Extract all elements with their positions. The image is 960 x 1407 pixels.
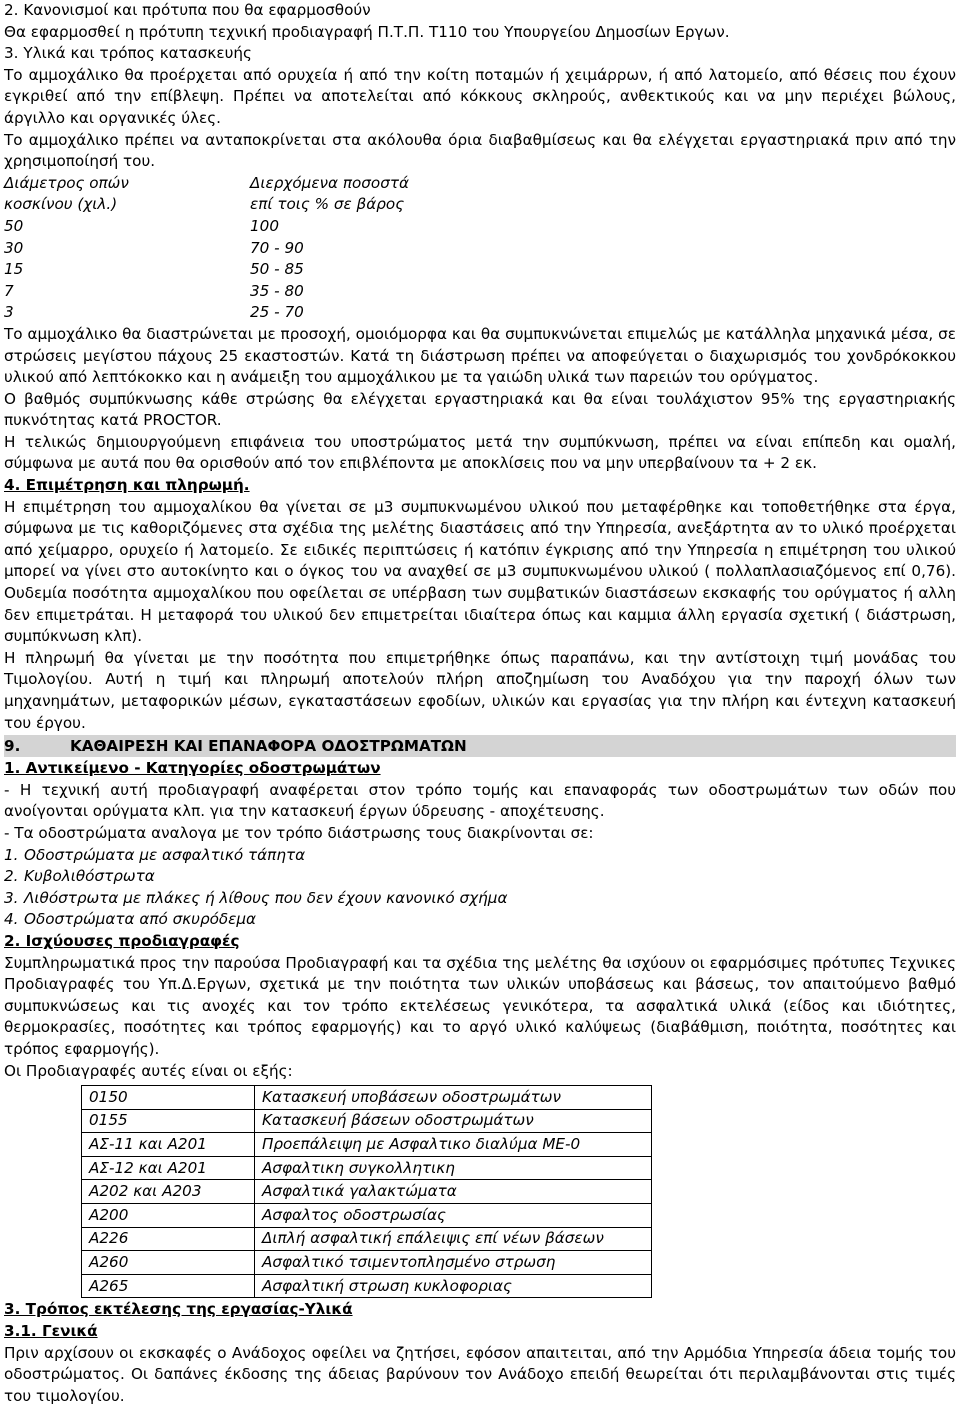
- grading-table: [4, 173, 956, 324]
- list-item-number: 4.: [4, 910, 19, 929]
- heading-subject: 1. Αντικείμενο - Κατηγορίες οδοστρωμάτων: [4, 759, 381, 778]
- grading-row: [4, 238, 956, 260]
- document-page: [4, 0, 956, 1407]
- list-item-text: Λιθόστρωτα με πλάκες ή λίθους που δεν έχουν κανονικό σχήμα: [24, 888, 508, 907]
- grading-diameter: 30: [4, 238, 24, 257]
- grading-percent: 50 - 85: [250, 260, 304, 279]
- grading-diameter: 15: [4, 260, 24, 279]
- grading-header-passing: Διερχόμενα ποσοστά: [250, 173, 409, 192]
- grading-diameter: 50: [4, 216, 24, 235]
- list-item: [4, 909, 956, 931]
- table-row: [82, 1086, 652, 1110]
- grading-header-weight-unit: επί τοις % σε βάρος: [250, 195, 405, 214]
- spec-description: Ασφαλτικά γαλακτώματα: [255, 1180, 652, 1204]
- subject-paragraph-1: - Η τεχνική αυτή προδιαγραφή αναφέρεται στον τρόπο τομής και επαναφοράς των οδοστρωμάτων των οδών που ανοίγονται ορύγματα κλπ. για την κατασκευή έργων ύδρευσης - αποχέτευσης.: [4, 780, 956, 821]
- table-row: [82, 1227, 652, 1251]
- spec-description: Διπλή ασφαλτική επάλειψις επί νέων βάσεων: [255, 1227, 652, 1251]
- list-item-number: 3.: [4, 888, 19, 907]
- heading-applicable-specs: 2. Ισχύουσες προδιαγραφές: [4, 931, 240, 950]
- pavement-types-list: [4, 845, 956, 931]
- spec-description: Ασφαλτος οδοστρωσίας: [255, 1204, 652, 1228]
- list-item: [4, 888, 956, 910]
- heading-materials: 3. Υλικά και τρόπος κατασκευής: [4, 44, 252, 63]
- list-item-number: 1.: [4, 845, 19, 864]
- table-row: [82, 1180, 652, 1204]
- table-row: [82, 1204, 652, 1228]
- list-item-text: Οδοστρώματα από σκυρόδεμα: [24, 910, 257, 929]
- grading-percent: 100: [250, 216, 279, 235]
- specs-paragraph: Συμπληρωματικά προς την παρούσα Προδιαγραφή και τα σχέδια της μελέτης θα ισχύουν οι εφαρμόσιμες πρότυπες Τεχνικες Προδιαγραφές του Υπ.Δ.Εργων, σχετικά με την ποιότητα των υλικών υποβάσεως και βάσεως, τον απαιτούμενο βαθμό συμπυκνώσεως και τις ανοχές και τον τρόπο εκτελέσεως γενικότερα, τα ασφαλτικά υλικά (είδος και ιδιότητες, θερμοκρασίες, ποσότητες και τρόπος εφαρμογής) και το αργό υλικό καλύψεως (διαβάθμιση, ποιότητα, ποσότητες και τρόπος εφαρμογής).: [4, 953, 956, 1058]
- spec-code: Α226: [82, 1227, 255, 1251]
- table-row: [82, 1274, 652, 1298]
- spec-description: Κατασκευή βάσεων οδοστρωμάτων: [255, 1109, 652, 1133]
- materials-paragraph-1: Το αμμοχάλικο θα προέρχεται από ορυχεία ή από την κοίτη ποταμών ή χειμάρρων, ή από λατομείο, από θέσεις που έχουν εγκριθεί από την επίβλεψη. Πρέπει να αποτελείται από κόκκους σκληρούς, ανθεκτικούς και να μην περιέχει βώλους, άργιλλο και οργανικές ύλες.: [4, 65, 956, 127]
- grading-row: [4, 259, 956, 281]
- materials-paragraph-2: Το αμμοχάλικο πρέπει να ανταποκρίνεται στα ακόλουθα όρια διαβαθμίσεως και θα ελέγχεται εργαστηριακά πριν από την χρησιμοποίησή του.: [4, 130, 956, 171]
- table-row: [82, 1109, 652, 1133]
- spec-code: Α265: [82, 1274, 255, 1298]
- spec-code: 0155: [82, 1109, 255, 1133]
- spec-code: Α260: [82, 1251, 255, 1275]
- grading-row: [4, 302, 956, 324]
- spec-code: ΑΣ-12 και Α201: [82, 1156, 255, 1180]
- grading-header-sieve-unit: κοσκίνου (χιλ.): [4, 195, 118, 214]
- section-9-number: 9.: [4, 737, 21, 756]
- table-row: [82, 1156, 652, 1180]
- spec-description: Ασφαλτικό τσιμεντοπλησμένο στρωση: [255, 1251, 652, 1275]
- table-row: [82, 1251, 652, 1275]
- heading-measurement: 4. Επιμέτρηση και πληρωμή.: [4, 476, 250, 495]
- standards-text: Θα εφαρμοσθεί η πρότυπη τεχνική προδιαγραφή Π.Τ.Π. Τ110 του Υπουργείου Δημοσίων Εργων.: [4, 22, 730, 41]
- spec-code: Α202 και Α203: [82, 1180, 255, 1204]
- spec-description: Ασφαλτική στρωση κυκλοφοριας: [255, 1274, 652, 1298]
- general-paragraph: Πριν αρχίσουν οι εκσκαφές ο Ανάδοχος οφείλει να ζητήσει, εφόσον απαιτειται, από την Αρμόδια Υπηρεσία άδεια τομής του οδοστρώματος. Οι δαπάνες έκδοσης της άδειας βαρύνουν τον Ανάδοχο επειδή θεωρείται ότι περιλαμβάνονται στις τιμές του τιμολογίου.: [4, 1343, 956, 1405]
- grading-percent: 25 - 70: [250, 303, 304, 322]
- grading-percent: 35 - 80: [250, 281, 304, 300]
- spec-description: Ασφαλτικη συγκολλητικη: [255, 1156, 652, 1180]
- grading-header-row-1: [4, 173, 956, 195]
- grading-diameter: 3: [4, 303, 14, 322]
- grading-row: [4, 281, 956, 303]
- list-item-number: 2.: [4, 867, 19, 886]
- spec-code: Α200: [82, 1204, 255, 1228]
- heading-standards: 2. Κανονισμοί και πρότυπα που θα εφαρμοσθούν: [4, 1, 371, 19]
- heading-execution: 3. Τρόπος εκτέλεσης της εργασίας-Υλικά: [4, 1300, 353, 1319]
- laying-paragraph-1: Το αμμοχάλικο θα διαστρώνεται με προσοχή, ομοιόμορφα και θα συμπυκνώνεται επιμελώς με κατάλληλα μηχανικά μέσα, σε στρώσεις μεγίστου πάχους 25 εκαστοστών. Κατά τη διάστρωση πρέπει να αποφεύγεται ο διαχωρισμός του χονδρόκοκκου υλικού από λεπτόκοκκο και η ανάμειξη του αμμοχάλικου με τα γαιώδη υλικά των παρειών του ορύγματος.: [4, 324, 956, 387]
- grading-header-row-2: [4, 194, 956, 216]
- section-9-title: ΚΑΘΑΙΡΕΣΗ ΚΑΙ ΕΠΑΝΑΦΟΡΑ ΟΔΟΣΤΡΩΜΑΤΩΝ: [70, 737, 467, 756]
- subject-paragraph-2: - Τα οδοστρώματα αναλογα με τον τρόπο διάστρωσης τους διακρίνονται σε:: [4, 823, 594, 842]
- grading-row: [4, 216, 956, 238]
- spec-description: Προεπάλειψη με Ασφαλτικο διαλύμα ΜΕ-0: [255, 1133, 652, 1157]
- list-item-text: Κυβολιθόστρωτα: [24, 867, 155, 886]
- spec-description: Κατασκευή υποβάσεων οδοστρωμάτων: [255, 1086, 652, 1110]
- list-item: [4, 845, 956, 867]
- specs-intro: Οι Προδιαγραφές αυτές είναι οι εξής:: [4, 1061, 293, 1080]
- specifications-table: [81, 1085, 652, 1298]
- section-9-heading: [4, 735, 956, 757]
- laying-paragraph-2: Ο βαθμός συμπύκνωσης κάθε στρώσης θα ελέγχεται εργαστηριακά και θα είναι τουλάχιστον 95% της εργαστηριακής πυκνότητας κατά PROCTOR.: [4, 389, 956, 430]
- list-item-text: Οδοστρώματα με ασφαλτικό τάπητα: [24, 845, 306, 864]
- spec-code: ΑΣ-11 και Α201: [82, 1133, 255, 1157]
- table-row: [82, 1133, 652, 1157]
- heading-general: 3.1. Γενικά: [4, 1322, 98, 1341]
- grading-diameter: 7: [4, 281, 14, 300]
- list-item: [4, 866, 956, 888]
- laying-paragraph-3: Η τελικώς δημιουργούμενη επιφάνεια του υποστρώματος μετά την συμπύκνωση, πρέπει να είναι επίπεδη και ομαλή, σύμφωνα με αυτά που θα ορισθούν από τον επιβλέποντα με αποκλίσεις που να μην υπερβαίνουν τα + 2 εκ.: [4, 432, 956, 473]
- spec-code: 0150: [82, 1086, 255, 1110]
- measurement-paragraph-2: Η πληρωμή θα γίνεται με την ποσότητα που επιμετρήθηκε όπως παραπάνω, και την αντίστοιχη τιμή μονάδας του Τιμολογίου. Αυτή η τιμή και πληρωμή αποτελούν πλήρη αποζημίωση του Αναδόχου για την παροχή όλων των μηχανημάτων, μεταφορικών μέσων, εγκαταστάσεων εφοδίων, υλικών και εργασίας για την πλήρη και έντεχνη κατασκευή του έργου.: [4, 648, 956, 732]
- grading-percent: 70 - 90: [250, 238, 304, 257]
- grading-header-diameter: Διάμετρος οπών: [4, 173, 129, 192]
- measurement-paragraph-1: Η επιμέτρηση του αμμοχαλίκου θα γίνεται σε μ3 συμπυκνωμένου υλικού που μεταφέρθηκε και τοποθετήθηκε στα έργα, σύμφωνα με τις καθοριζόμενες στα σχέδια της μελέτης διαστάσεις από την Υπηρεσία, ανεξάρτητα αν το υλικό προέρχεται από χείμαρρο, ορυχείο ή λατομείο. Σε ειδικές περιπτώσεις ή κατόπιν έγκρισης από την Υπηρεσία η επιμέτρηση του υλικού μπορεί να γίνει στο αυτοκίνητο και ο όγκος του να αναχθεί σε μ3 συμπυκνωμένου υλικού ( πολλαπλασιαζόμενος επί 0,76). Ουδεμία ποσότητα αμμοχαλίκου που οφείλεται σε υπέρβαση των συμβατικών διαστάσεων εκσκαφής του ορύγματος ή αλλη δεν επιμετράται. Η μεταφορά του υλικού δεν επιμετρείται ιδιαίτερα όπως και καμμια άλλη εργασία σχετική ( διάστρωση, συμπύκνωση κλπ).: [4, 497, 956, 646]
